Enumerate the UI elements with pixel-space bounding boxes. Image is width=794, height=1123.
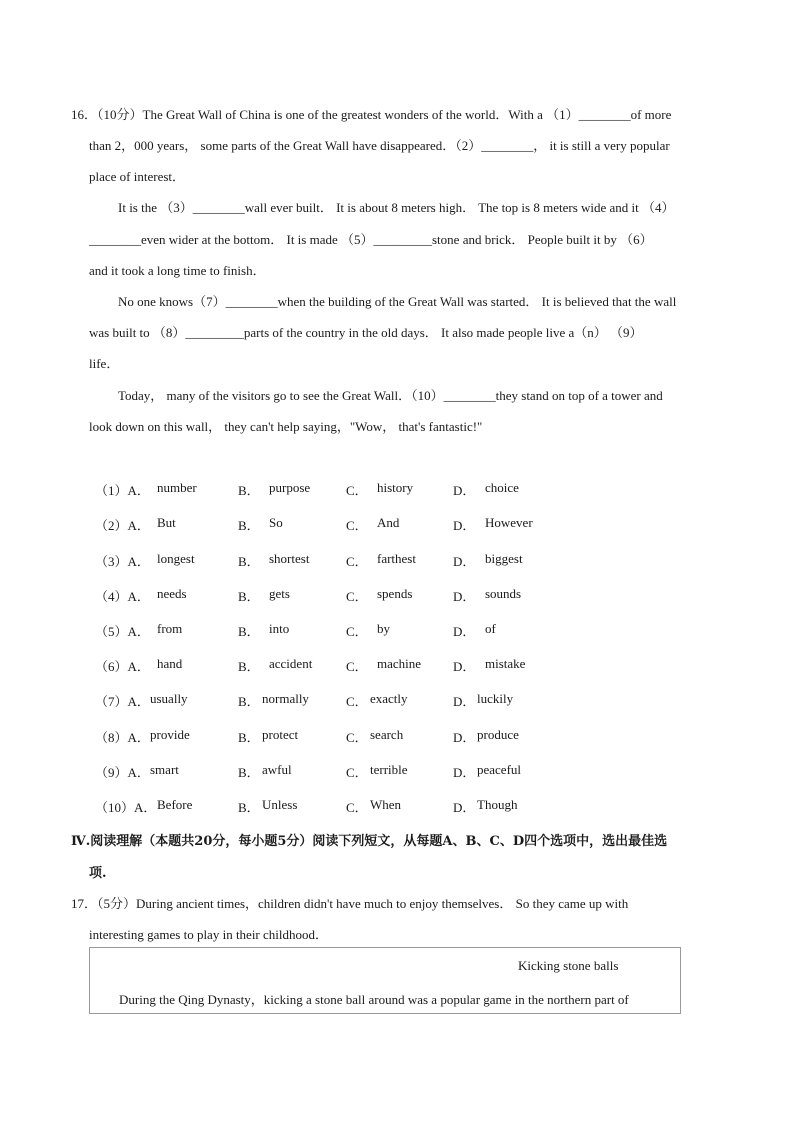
option-d[interactable]: mistake: [485, 656, 526, 671]
option-num: （3）A．: [95, 554, 150, 569]
option-a[interactable]: longest: [157, 551, 195, 566]
option-d[interactable]: biggest: [485, 551, 523, 566]
option-c-letter: C．: [346, 765, 368, 780]
option-num: （2）A．: [95, 518, 150, 533]
option-c-letter: C．: [346, 624, 368, 639]
option-a[interactable]: smart: [150, 762, 179, 777]
option-a[interactable]: Before: [157, 797, 193, 812]
option-c-letter: C．: [346, 554, 368, 569]
option-c[interactable]: terrible: [370, 762, 408, 777]
option-c-letter: C．: [346, 589, 368, 604]
q17-line-1: 17．（5分）During ancient times，children didn't have much to enjoy themselves． So they came up with: [71, 896, 629, 911]
option-c[interactable]: spends: [377, 586, 413, 601]
section-4-heading-cont: 项.: [89, 866, 107, 881]
option-b-letter: B．: [238, 800, 260, 815]
option-d-letter: D．: [453, 589, 476, 604]
section-4-heading: Ⅳ.阅读理解（本题共20分，每小题5分）阅读下列短文，从每题A、B、C、D四个选项中，选出最佳选: [71, 834, 668, 849]
option-a[interactable]: But: [157, 515, 176, 530]
option-d-letter: D．: [453, 659, 476, 674]
q16-line-8: was built to （8）_________parts of the country in the old days． It also made people live a（n） （9）: [89, 325, 643, 340]
option-d-letter: D．: [453, 694, 476, 709]
option-b[interactable]: Unless: [262, 797, 298, 812]
option-c[interactable]: When: [370, 797, 402, 812]
option-c-letter: C．: [346, 730, 368, 745]
q16-line-6: and it took a long time to finish．: [89, 263, 266, 278]
option-b-letter: B．: [238, 589, 260, 604]
option-b-letter: B．: [238, 730, 260, 745]
option-c-letter: C．: [346, 518, 368, 533]
option-b-letter: B．: [238, 659, 260, 674]
option-num: （4）A．: [95, 589, 150, 604]
q16-line-7: No one knows（7）________when the building of the Great Wall was started． It is believed that the wall: [118, 294, 677, 309]
option-b-letter: B．: [238, 624, 260, 639]
q16-line-5: ________even wider at the bottom． It is made （5）_________stone and brick． People built it by （6）: [89, 232, 653, 247]
option-d[interactable]: produce: [477, 727, 519, 742]
option-d[interactable]: peaceful: [477, 762, 522, 777]
option-c[interactable]: machine: [377, 656, 422, 671]
option-num: （10）A．: [95, 800, 157, 815]
option-b[interactable]: into: [269, 621, 290, 636]
option-a[interactable]: provide: [150, 727, 190, 742]
option-d-letter: D．: [453, 518, 476, 533]
option-d-letter: D．: [453, 730, 476, 745]
option-num: （7）A．: [95, 694, 150, 709]
option-a[interactable]: hand: [157, 656, 183, 671]
option-d[interactable]: However: [485, 515, 533, 530]
option-b-letter: B．: [238, 694, 260, 709]
q17-box-title: Kicking stone balls: [518, 958, 619, 973]
option-c[interactable]: search: [370, 727, 404, 742]
option-d[interactable]: choice: [485, 480, 519, 495]
option-a[interactable]: from: [157, 621, 183, 636]
option-num: （5）A．: [95, 624, 150, 639]
option-b[interactable]: awful: [262, 762, 292, 777]
option-c[interactable]: history: [377, 480, 414, 495]
option-b[interactable]: gets: [269, 586, 290, 601]
option-c[interactable]: And: [377, 515, 400, 530]
option-c[interactable]: by: [377, 621, 390, 636]
option-d[interactable]: luckily: [477, 691, 514, 706]
option-b[interactable]: shortest: [269, 551, 310, 566]
option-b-letter: B．: [238, 518, 260, 533]
q16-line-10: Today， many of the visitors go to see the Great Wall．（10）________they stand on top of a tower and: [118, 388, 663, 403]
option-num: （8）A．: [95, 730, 150, 745]
option-c[interactable]: exactly: [370, 691, 408, 706]
option-b-letter: B．: [238, 554, 260, 569]
q16-line-9: life．: [89, 356, 120, 371]
q16-line-3: place of interest．: [89, 169, 186, 184]
option-num: （6）A．: [95, 659, 150, 674]
option-d-letter: D．: [453, 483, 476, 498]
option-d-letter: D．: [453, 800, 476, 815]
option-num: （1）A．: [95, 483, 150, 498]
option-d[interactable]: of: [485, 621, 496, 636]
option-d-letter: D．: [453, 624, 476, 639]
option-b[interactable]: accident: [269, 656, 313, 671]
option-num: （9）A．: [95, 765, 150, 780]
q16-line-4: It is the （3）________wall ever built． It is about 8 meters high． The top is 8 meters wide and it （4）: [118, 200, 675, 215]
option-b-letter: B．: [238, 765, 260, 780]
option-c-letter: C．: [346, 800, 368, 815]
option-a[interactable]: needs: [157, 586, 187, 601]
option-d-letter: D．: [453, 554, 476, 569]
option-d-letter: D．: [453, 765, 476, 780]
q17-line-2: interesting games to play in their childhood．: [89, 927, 329, 942]
q17-box-text: During the Qing Dynasty，kicking a stone ball around was a popular game in the northern part of: [119, 992, 629, 1007]
q17-passage-box: [89, 947, 681, 1014]
option-c-letter: C．: [346, 483, 368, 498]
option-b-letter: B．: [238, 483, 260, 498]
q16-line-11: look down on this wall， they can't help saying，"Wow， that's fantastic!": [89, 419, 483, 434]
q16-line-2: than 2，000 years， some parts of the Great Wall have disappeared．（2）________， it is still a very popular: [89, 138, 670, 153]
option-b[interactable]: normally: [262, 691, 309, 706]
option-c-letter: C．: [346, 659, 368, 674]
q16-line-1: 16．（10分）The Great Wall of China is one of the greatest wonders of the world．With a （1）________of more: [71, 107, 672, 122]
option-d[interactable]: Though: [477, 797, 518, 812]
option-b[interactable]: purpose: [269, 480, 311, 495]
option-b[interactable]: protect: [262, 727, 299, 742]
option-b[interactable]: So: [269, 515, 283, 530]
option-a[interactable]: number: [157, 480, 197, 495]
option-c-letter: C．: [346, 694, 368, 709]
option-a[interactable]: usually: [150, 691, 188, 706]
option-d[interactable]: sounds: [485, 586, 522, 601]
option-c[interactable]: farthest: [377, 551, 416, 566]
